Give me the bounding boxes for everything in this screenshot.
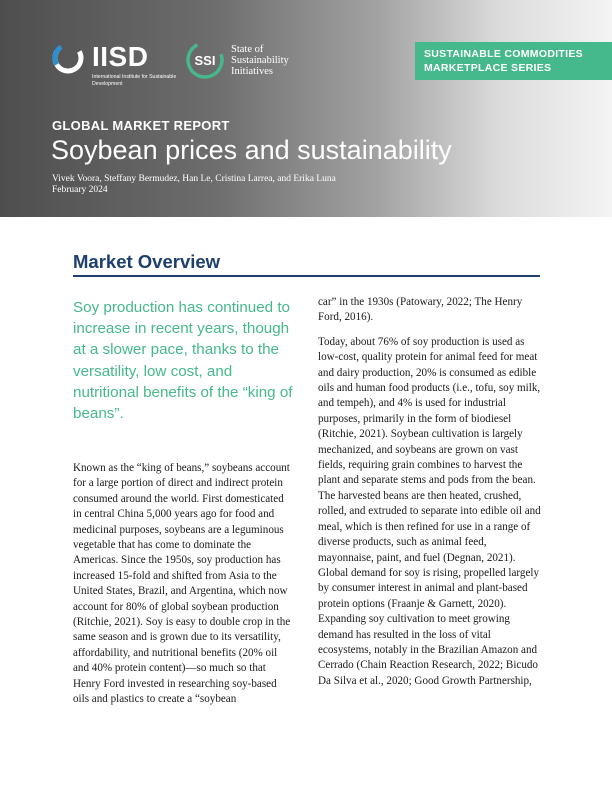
author-list: Vivek Voora, Steffany Bermudez, Han Le, Cristina Larrea, and Erika Luna — [52, 174, 336, 184]
section-title: Market Overview — [73, 251, 221, 272]
paragraph: Today, about 76% of soy production is used as low-cost, quality protein for animal feed for meat and dairy production, 20% is consumed as edible oils and human food products (i.e., tofu, soy milk, and tempeh), and 4% is used for industrial purposes, primarily in the form of biodiesel (Ritchie, 2021). Soybean cultivation is largely mechanized, and soybeans are grown on vast fields, requiring grain combines to harvest the plant and separate stems and pods from the bean. The harvested beans are then heated, crushed, rolled, and extruded to separate into edible oil and meal, which is then refined for use in a range of diverse products, such as animal feed, mayonnaise, paint, and fuel (Degnan, 2021). Global demand for soy is rising, propelled largely by consumer interest in animal and plant-based protein options (Fraanje & Garnett, 2020). Expanding soy cultivation to meet growing demand has resulted in the loss of vital ecosystems, notably in the Brazilian Amazon and Cerrado (Chain Reaction Research, 2022; Bicudo Da Silva et al., 2020; Good Growth Partnership, — [318, 335, 541, 687]
publication-date: February 2024 — [52, 185, 108, 195]
left-column — [73, 461, 291, 708]
right-column — [318, 295, 542, 698]
iisd-ring-icon — [50, 40, 88, 78]
ssi-mark-text: SSI — [194, 53, 216, 68]
ssi-logo — [185, 40, 315, 84]
report-title: Soybean prices and sustainability — [51, 135, 452, 165]
series-badge: SUSTAINABLE COMMODITIES MARKETPLACE SERIES — [415, 42, 612, 80]
report-header — [0, 0, 612, 217]
section-divider — [73, 275, 540, 277]
paragraph: Known as the “king of beans,” soybeans account for a large portion of direct and indirect protein consumed around the world. First domesticated in central China 5,000 years ago for food and medicinal purposes, soybeans are a leguminous vegetable that has come to dominate the Americas. Since the 1950s, soy production has increased 15-fold and shifted from Asia to the United States, Brazil, and Argentina, which now account for 80% of global soybean production (Ritchie, 2021). Soy is easy to double crop in the same season and is grown due to its versatility, affordability, and nutritional benefits (20% oil and 40% protein content)—so much so that Henry Ford invested in researching soy-based oils and plastics to create a “soybean — [73, 462, 291, 706]
paragraph: car” in the 1930s (Patowary, 2022; The Henry Ford, 2016). — [318, 296, 523, 324]
iisd-subtitle: International Institute for Sustainable Development — [92, 74, 177, 87]
iisd-logo — [50, 40, 180, 90]
pull-quote: Soy production has continued to increase in recent years, though at a slower pace, thanks to the versatility, low cost, and nutritional benefits of the “king of beans”. — [73, 299, 293, 423]
iisd-wordmark: IISD — [92, 41, 149, 72]
ssi-logo-text: State of Sustainability Initiatives — [231, 44, 289, 77]
ssi-mark-icon — [185, 40, 225, 80]
report-type-label: GLOBAL MARKET REPORT — [52, 118, 230, 133]
